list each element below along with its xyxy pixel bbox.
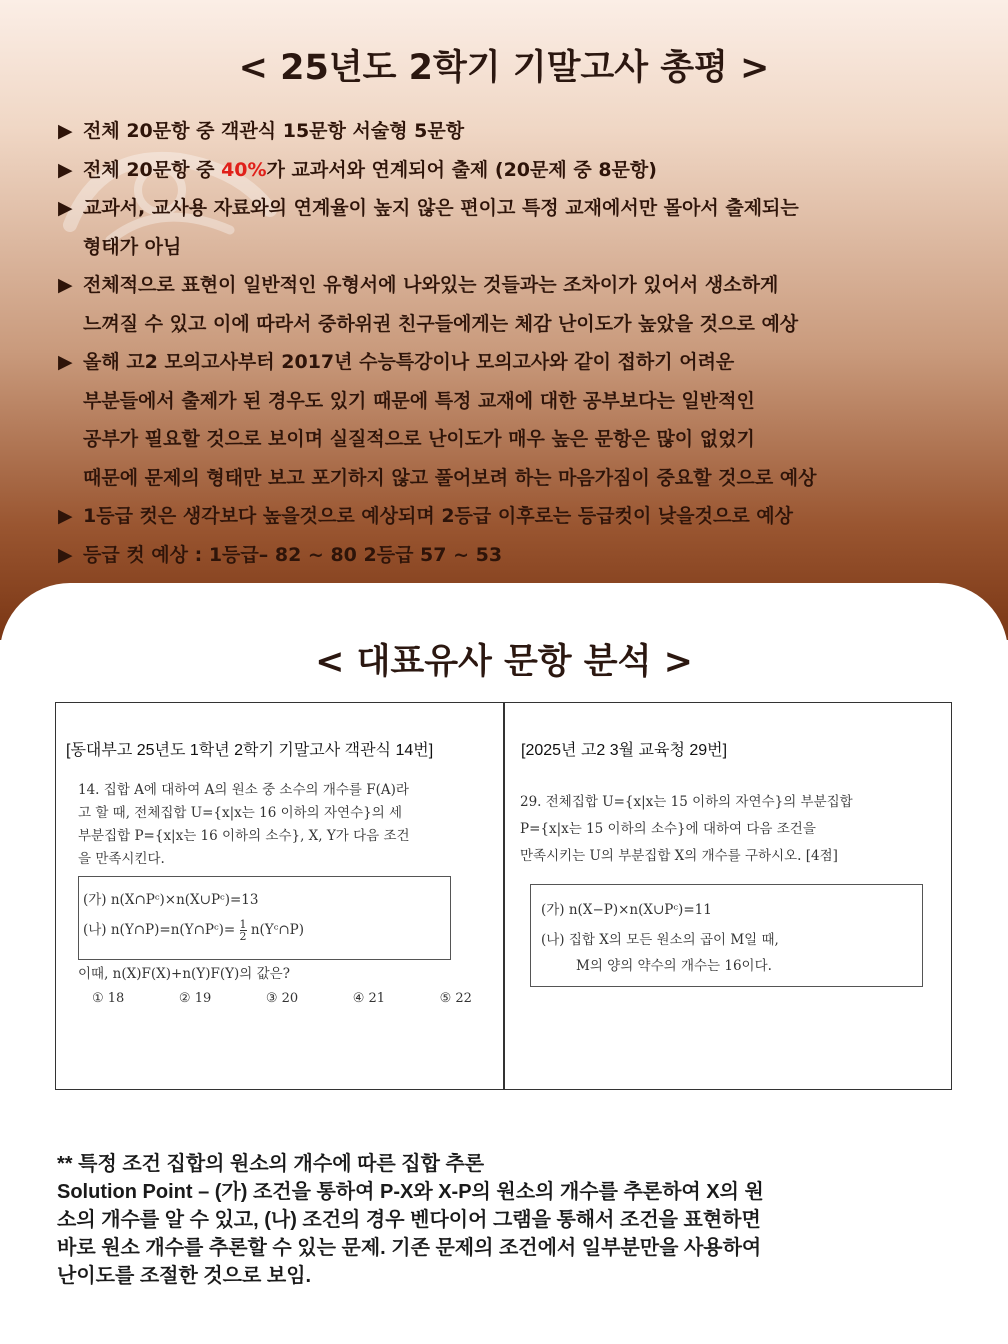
right-condition-box: (가) n(X−P)×n(X∪Pᶜ)=11 (나) 집합 X의 모든 원소의 곱이 M일 때, M의 양의 약수의 개수는 16이다. <box>530 884 923 987</box>
triangle-right-icon: ▶ <box>58 120 73 142</box>
bullet-continuation: 때문에 문제의 형태만 보고 포기하지 않고 풀어보려 하는 마음가짐이 중요할 것으로 예상 <box>83 466 817 489</box>
left-condition-box: (가) n(X∩Pᶜ)×n(X∪Pᶜ)=13 (나) n(Y∩P)=n(Y∩Pᶜ)= $\frac{1}{2}$ n(Yᶜ∩P) <box>78 876 451 960</box>
triangle-right-icon: ▶ <box>58 543 73 566</box>
bullet-continuation: 형태가 아님 <box>83 235 182 258</box>
review-title: < 25년도 2학기 기말고사 총평 > <box>238 48 770 88</box>
triangle-right-icon: ▶ <box>58 505 73 527</box>
answer-choices <box>92 991 472 1006</box>
bullet-item: ▶ 전체 20문항 중 40%가 교과서와 연계되어 출제 (20문제 중 8문항) <box>58 151 958 190</box>
choice-4: ④ 21 <box>352 991 386 1006</box>
bullet-item: ▶ 올해 고2 모의고사부터 2017년 수능특강이나 모의고사와 같이 접하기 어려운 <box>58 343 958 382</box>
left-problem-header: [동대부고 25년도 1학년 2학기 기말고사 객관식 14번] <box>66 742 434 759</box>
box-divider <box>503 703 505 1089</box>
left-question: 이때, n(X)F(X)+n(Y)F(Y)의 값은? <box>78 966 290 982</box>
solution-summary: ** 특정 조건 집합의 원소의 개수에 따른 집합 추론 Solution Point – (가) 조건을 통하여 P-X와 X-P의 원소의 개수를 추론하여 X의 원 소의 개수를 알 수 있고, (나) 조건의 경우 벤다이어 그램을 통해서 조건을 표현하면 바로 원소 개수를 추론할 수 있는 문제. 기존 문제의 조건에서 일부분만을 사용하여 난이도를 조절한 것으로 보임. <box>57 1150 957 1290</box>
choice-3: ③ 20 <box>265 991 299 1006</box>
analysis-title: < 대표유사 문항 분석 > <box>315 642 693 682</box>
triangle-right-icon: ▶ <box>58 197 73 219</box>
problem-comparison-box <box>55 702 952 1090</box>
triangle-right-icon: ▶ <box>58 158 73 181</box>
summary-heading: ** 특정 조건 집합의 원소의 개수에 따른 집합 추론 <box>57 1153 485 1175</box>
right-problem-header: [2025년 고2 3월 교육청 29번] <box>521 742 728 759</box>
bullet-item: ▶ 전체적으로 표현이 일반적인 유형서에 나와있는 것들과는 조차이가 있어서 생소하게 <box>58 266 958 305</box>
left-problem-text: 14. 집합 A에 대하여 A의 원소 중 소수의 개수를 F(A)라 고 할 때, 전체집합 U={x|x는 16 이하의 자연수}의 세 부분집합 P={x|x는 16 이하의 소수}, X, Y가 다음 조건 을 만족시킨다. <box>78 782 410 867</box>
bullet-continuation: 공부가 필요할 것으로 보이며 실질적으로 난이도가 매우 높은 문항은 많이 없었기 <box>83 428 755 450</box>
bullet-item: ▶ 등급 컷 예상 : 1등급– 82 ~ 80 2등급 57 ~ 53 <box>58 536 958 575</box>
right-problem-text: 29. 전체집합 U={x|x는 15 이하의 자연수}의 부분집합 P={x|x는 15 이하의 소수}에 대하여 다음 조건을 만족시키는 U의 부분집합 X의 개수를 구하시오. [4점] <box>520 794 853 864</box>
highlight-percent: 40% <box>221 158 267 181</box>
bullet-item: ▶ 전체 20문항 중 객관식 15문항 서술형 5문항 <box>58 112 958 151</box>
choice-1: ① 18 <box>92 991 125 1006</box>
bullet-item: ▶ 교과서, 교사용 자료와의 연계율이 높지 않은 편이고 특정 교재에서만 몰아서 출제되는 <box>58 189 958 228</box>
review-bullet-list <box>58 112 958 574</box>
bullet-item: ▶ 1등급 컷은 생각보다 높을것으로 예상되며 2등급 이후로는 등급컷이 낮을것으로 예상 <box>58 497 958 536</box>
fraction: $\frac{1}{2}$ <box>239 918 247 943</box>
triangle-right-icon: ▶ <box>58 274 73 296</box>
choice-5: ⑤ 22 <box>439 991 472 1006</box>
triangle-right-icon: ▶ <box>58 351 73 373</box>
bullet-continuation: 부분들에서 출제가 된 경우도 있기 때문에 특정 교재에 대한 공부보다는 일반적인 <box>83 389 755 412</box>
bullet-continuation: 느껴질 수 있고 이에 따라서 중하위권 친구들에게는 체감 난이도가 높았을 것으로 예상 <box>83 312 799 335</box>
choice-2: ② 19 <box>178 991 212 1006</box>
